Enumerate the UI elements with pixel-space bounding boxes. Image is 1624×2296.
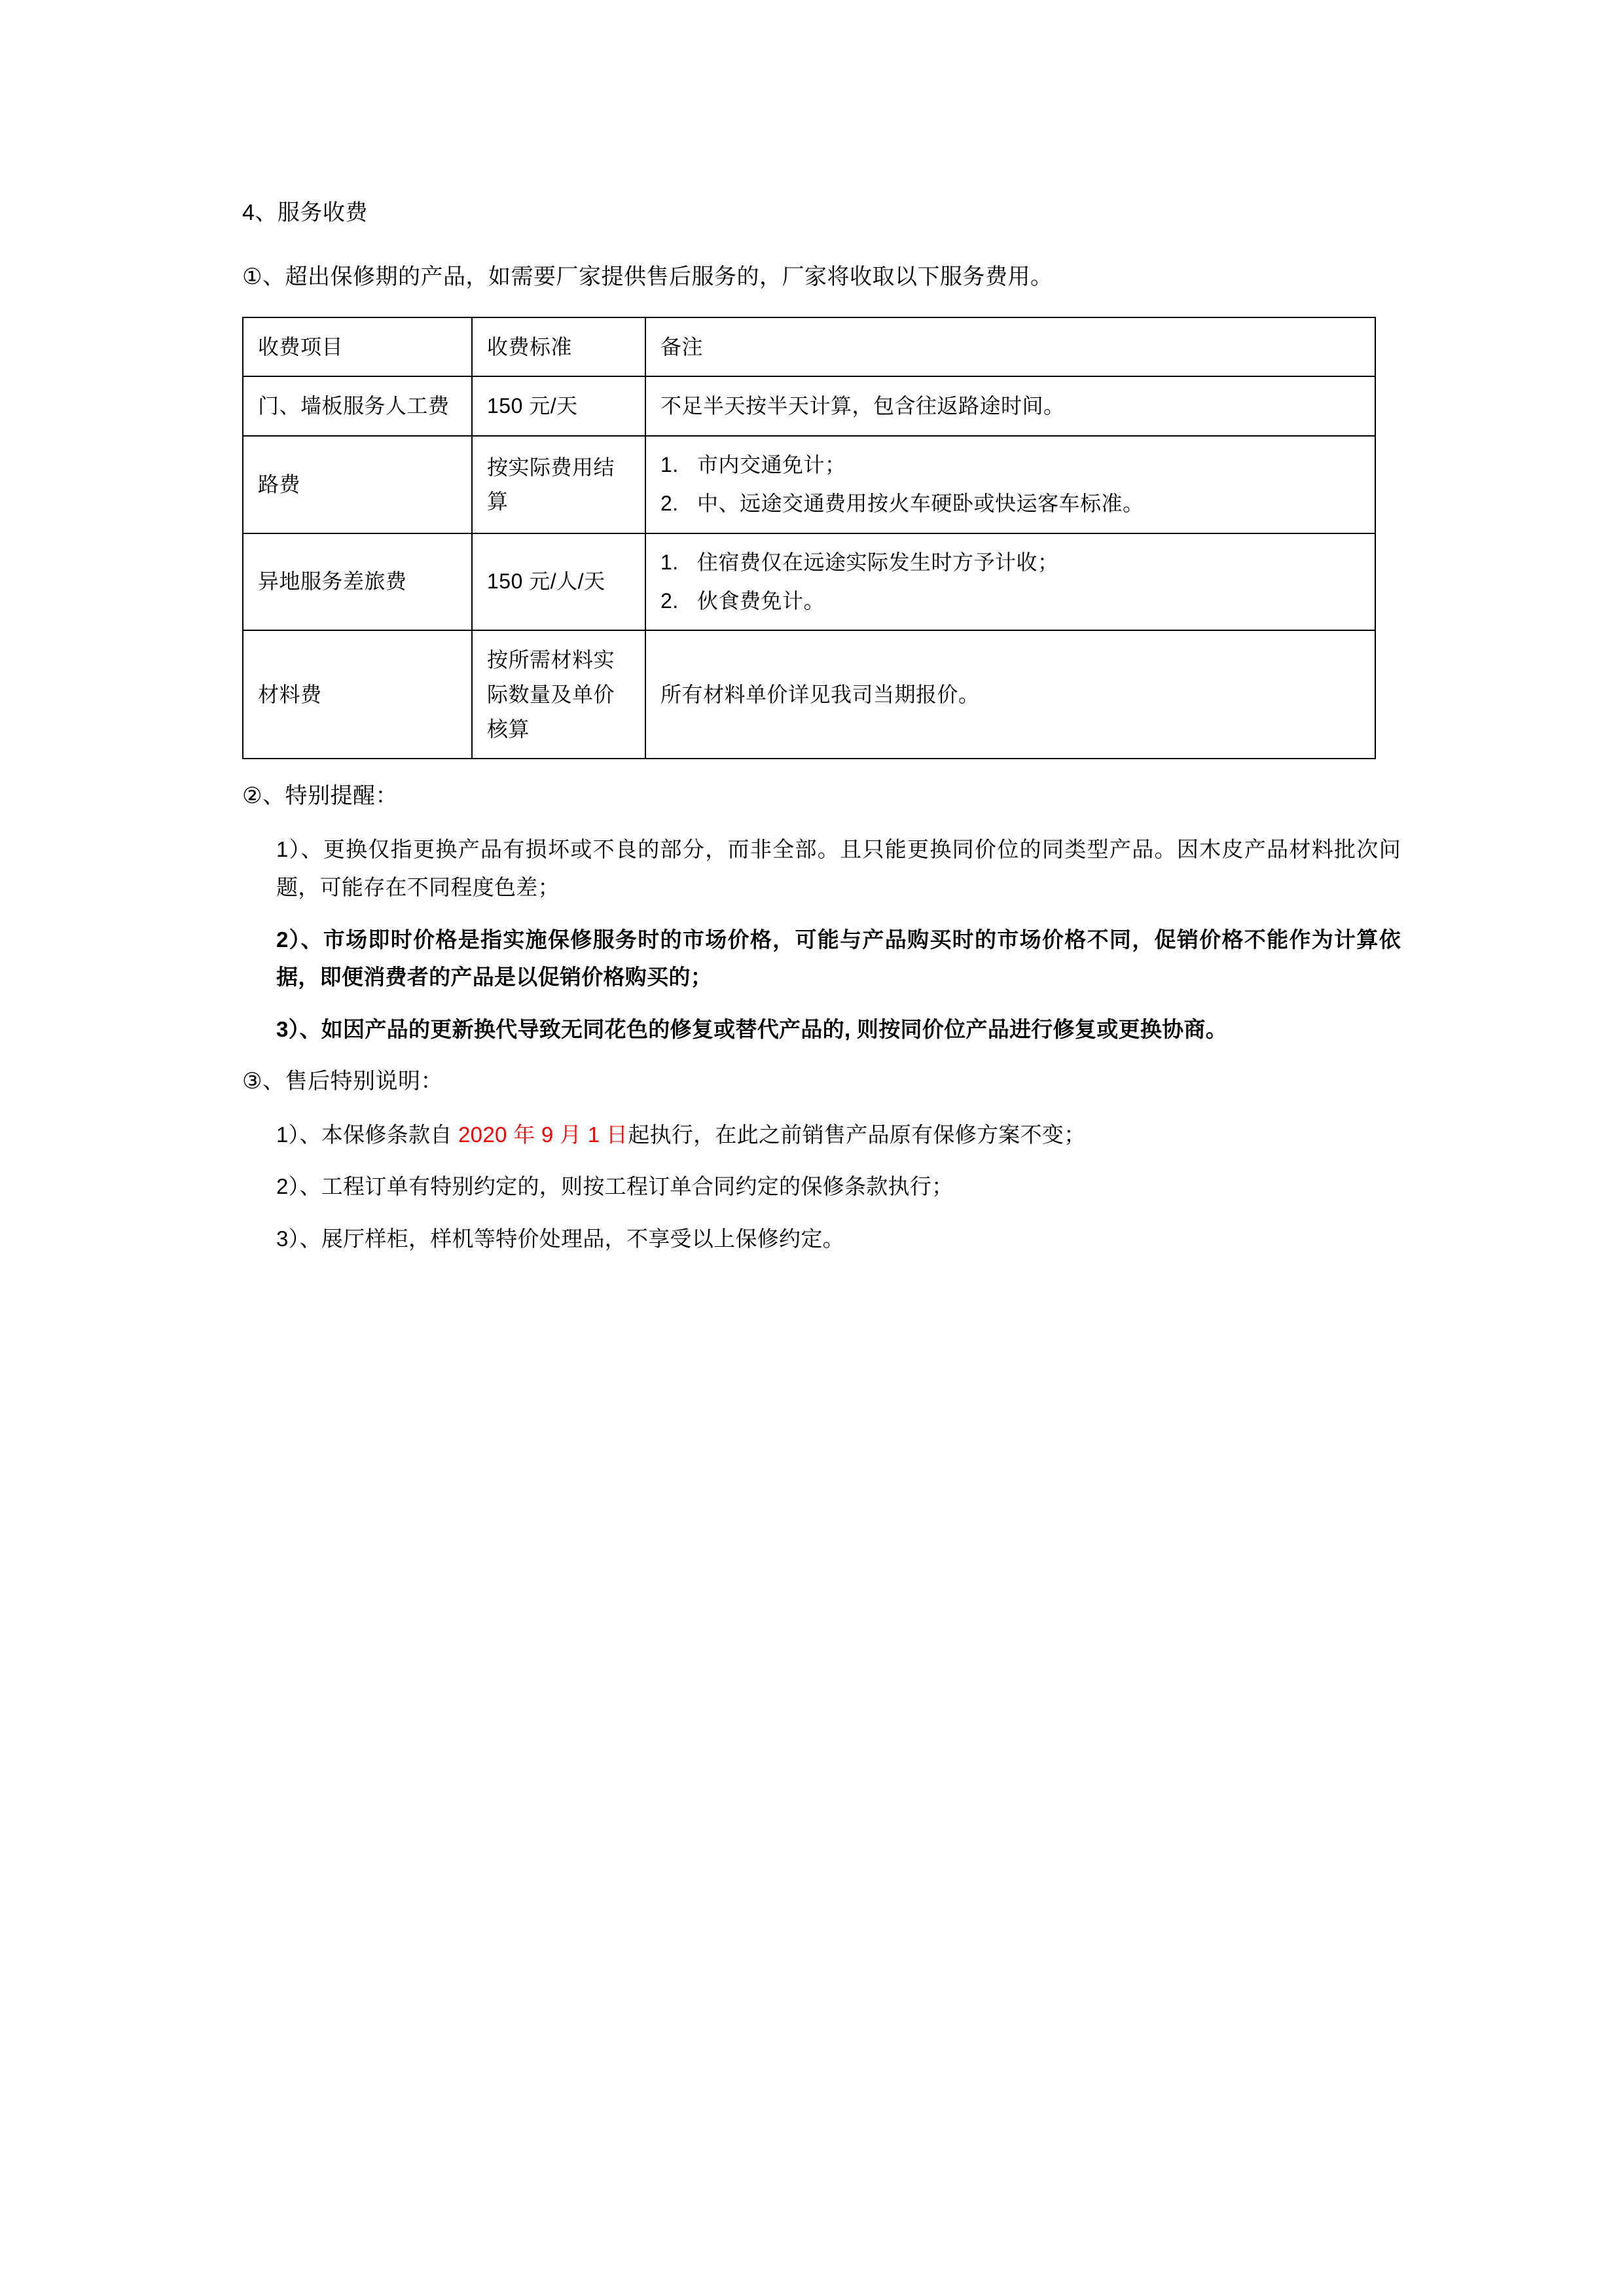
after-sales-item-1 [242,1116,1401,1154]
table-row [243,436,1375,533]
table-row [243,376,1375,436]
fee-item-name: 路费 [243,436,472,533]
document-body [242,196,1401,1258]
list-item-text: 市内交通免计； [697,453,846,477]
after-sales-heading: ③、售后特别说明： [242,1068,443,1094]
effective-date: 2020 年 9 月 1 日 [458,1122,628,1147]
list-item-index: 1. [660,550,679,574]
special-notice-heading: ②、特别提醒： [242,783,398,809]
table-header-item: 收费项目 [243,317,472,377]
fee-item-name: 材料费 [243,630,472,759]
special-notice-item-1: 1）、更换仅指更换产品有损坏或不良的部分，而非全部。且只能更换同价位的同类型产品。因木皮产品材料批次问题，可能存在不同程度色差； [276,837,1401,899]
list-item [660,584,1360,618]
list-item [660,487,1360,520]
list-item-index: 2. [660,492,679,516]
list-item-text: 伙食费免计。 [697,588,825,613]
fee-item-remark: 不足半天按半天计算，包含往返路途时间。 [645,376,1375,436]
fee-item-name: 异地服务差旅费 [243,533,472,630]
list-item-text: 住宿费仅在远途实际发生时方予计收； [697,550,1059,574]
list-item [660,448,1360,482]
fee-item-remark: 所有材料单价详见我司当期报价。 [645,630,1375,759]
intro-paragraph: ①、超出保修期的产品，如需要厂家提供售后服务的，厂家将收取以下服务费用。 [242,264,1053,289]
fee-item-standard: 150 元/天 [472,376,645,436]
section-title: 4、服务收费 [242,200,368,225]
after-sales-item-1-prefix: 1）、本保修条款自 [276,1122,459,1147]
table-row [243,630,1375,759]
table-header-standard: 收费标准 [472,317,645,377]
special-notice-item-3: 3）、如因产品的更新换代导致无同花色的修复或替代产品的, 则按同价位产品进行修复或更换协商。 [276,1017,1227,1042]
table-header-row [243,317,1375,377]
after-sales-item-2: 2）、工程订单有特别约定的，则按工程订单合同约定的保修条款执行； [276,1174,954,1199]
fee-item-remark [645,533,1375,630]
fee-item-standard: 按实际费用结算 [472,436,645,533]
fee-item-remark [645,436,1375,533]
table-header-remark: 备注 [645,317,1375,377]
list-item-index: 2. [660,588,679,613]
fee-item-name: 门、墙板服务人工费 [243,376,472,436]
fee-item-standard: 150 元/人/天 [472,533,645,630]
remark-list [660,546,1360,618]
list-item-index: 1. [660,453,679,477]
special-notice-item-2: 2）、市场即时价格是指实施保修服务时的市场价格，可能与产品购买时的市场价格不同，促销价格不能作为计算依据，即便消费者的产品是以促销价格购买的； [276,927,1401,990]
after-sales-item-3: 3）、展厅样柜，样机等特价处理品，不享受以上保修约定。 [276,1227,844,1251]
after-sales-item-1-suffix: 起执行，在此之前销售产品原有保修方案不变； [628,1122,1086,1147]
list-item [660,546,1360,579]
service-fee-table [242,317,1376,760]
fee-item-standard: 按所需材料实际数量及单价核算 [472,630,645,759]
list-item-text: 中、远途交通费用按火车硬卧或快运客车标准。 [697,492,1144,516]
table-row [243,533,1375,630]
remark-list [660,448,1360,520]
